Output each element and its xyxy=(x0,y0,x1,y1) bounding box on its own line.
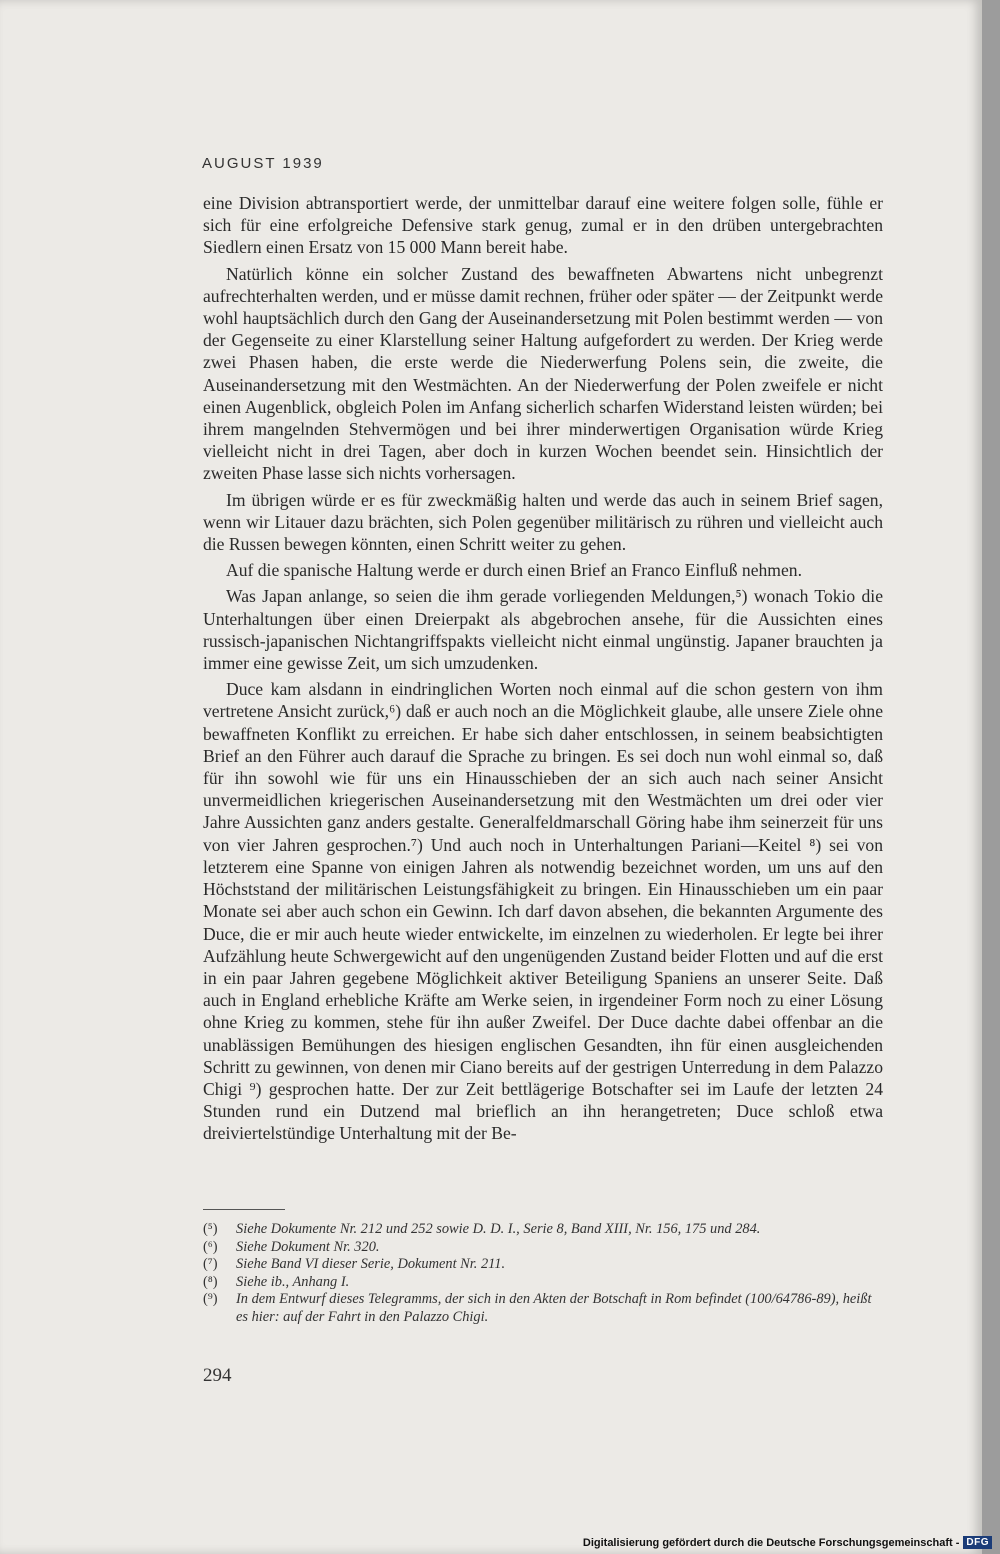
footnote xyxy=(203,1291,883,1326)
footnote xyxy=(203,1239,883,1257)
footnote xyxy=(203,1221,883,1239)
footnote-text: Siehe Band VI dieser Serie, Dokument Nr. 211. xyxy=(236,1256,506,1273)
footnote-mark: (⁷) xyxy=(203,1256,218,1273)
paragraph: eine Division abtransportiert werde, der unmittelbar darauf eine weitere folgen solle, fühle er sich für eine erfolgreiche Defensive stark genug, zumal er in den drüben untergebrachten Siedlern einen Ersatz von 15 000 Mann bereit habe. xyxy=(203,193,883,258)
footnote-mark: (⁸) xyxy=(203,1273,218,1290)
footnote-text: In dem Entwurf dieses Telegramms, der sich in den Akten der Botschaft in Rom befindet (100/64786-89), heißt es hier: auf der Fahrt in den Palazzo Chigi. xyxy=(236,1291,872,1325)
footnote-text: Siehe Dokument Nr. 320. xyxy=(236,1238,380,1255)
paragraph: Was Japan anlange, so seien die ihm gerade vorliegenden Meldungen,⁵) wonach Tokio die Unterhaltungen über einen Dreierpakt als abgebrochen ansehe, für die Aussichten eines russisch-japanischen Nichtangriffspakts vielleicht nicht einmal ungünstig. Japaner brauchten ja immer eine gewisse Zeit, um sich umzudenken. xyxy=(203,586,883,674)
credit-text: Digitalisierung gefördert durch die Deutsche Forschungsgemeinschaft - xyxy=(582,1536,960,1549)
dfg-logo-icon: DFG xyxy=(963,1536,992,1549)
footnote-text: Siehe ib., Anhang I. xyxy=(236,1273,350,1290)
paragraph: Im übrigen würde er es für zweckmäßig halten und werde das auch in seinem Brief sagen, wenn wir Litauer dazu brächten, sich Polen gegenüber militärisch zu rühren und vielleicht auch die Russen bewegen könnten, einen Schritt weiter zu gehen. xyxy=(203,489,883,555)
footnote xyxy=(203,1274,883,1292)
footnote-mark: (⁹) xyxy=(203,1291,218,1308)
paragraph: Natürlich könne ein solcher Zustand des bewaffneten Abwartens nicht unbegrenzt aufrechterhalten werden, und er müsse damit rechnen, früher oder später — der Zeitpunkt werde wohl hauptsächlich durch den Gang der Auseinandersetzung mit Polen bestimmt werden — von der Gegenseite zu einer Klarstellung seiner Haltung aufgefordert zu werden. Der Krieg werde zwei Phasen haben, die erste werde die Niederwerfung Polens sein, die zweite, die Auseinandersetzung mit den Westmächten. An der Niederwerfung der Polen zweifele er nicht einen Augenblick, obgleich Polen im Anfang sicherlich scharfen Widerstand leisten würden; bei ihrem mangelnden Stehvermögen und bei ihrer minderwertigen Organisation würde Krieg vielleicht nicht in drei Tagen, aber doch in kurzen Wochen beendet sein. Hinsichtlich der zweiten Phase lasse sich nichts vorhersagen. xyxy=(203,263,883,484)
footnote-mark: (⁶) xyxy=(203,1238,218,1255)
footnote-text: Siehe Dokumente Nr. 212 und 252 sowie D. D. I., Serie 8, Band XIII, Nr. 156, 175 und 284. xyxy=(236,1221,761,1237)
footnote-mark: (⁵) xyxy=(203,1221,218,1237)
footnotes xyxy=(203,1221,883,1327)
paragraph: Auf die spanische Haltung werde er durch einen Brief an Franco Einfluß nehmen. xyxy=(226,560,802,581)
digitization-credit xyxy=(583,1536,992,1549)
running-header: AUGUST 1939 xyxy=(202,155,324,172)
body-text xyxy=(203,192,883,1145)
paragraph: Duce kam alsdann in eindringlichen Worten noch einmal auf die schon gestern von ihm vertretene Ansicht zurück,⁶) daß er auch noch an die Möglichkeit glaube, alle unsere Ziele ohne bewaffneten Konflikt zu erreichen. Er habe sich daher entschlossen, in seinem beabsichtigten Brief an den Führer auch darauf die Sprache zu bringen. Es sei doch nun wohl einmal so, daß für ihn sowohl wie für uns ein Hinausschieben der an sich auch nach seiner Ansicht unvermeidlichen kriegerischen Auseinandersetzung mit den Westmächten um drei oder vier Jahre Aussichten ganz anders gestalte. Generalfeldmarschall Göring habe ihm seinerzeit für uns von vier Jahren gesprochen.⁷) Und auch noch in Unterhaltungen Pariani—Keitel ⁸) sei von letzterem eine Spanne von einigen Jahren als notwendig bezeichnet worden, um uns auf den Höchststand der militärischen Leistungsfähigkeit zu bringen. Ein Hinausschieben um ein paar Monate sei aber auch schon ein Gewinn. Ich darf davon absehen, die bekannten Argumente des Duce, die er mir auch heute wieder entwickelte, im einzelnen zu wiederholen. Er legte bei ihrer Aufzählung heute Schwergewicht auf den ungenügenden Zustand beider Flotten und auf die erst in ein paar Jahren gegebene Möglichkeit aktiver Beteiligung Spaniens an unserer Seite. Daß auch in England erhebliche Kräfte am Werke seien, in irgendeiner Form noch zu einer Lösung ohne Krieg zu kommen, stehe für ihn außer Zweifel. Der Duce dachte dabei offenbar an die unablässigen Bemühungen des hiesigen englischen Gesandten, ihn für einen ausgleichenden Schritt zu gewinnen, von denen mir Ciano bereits auf der gestrigen Unterredung in dem Palazzo Chigi ⁹) gesprochen hatte. Der zur Zeit bettlägerige Botschafter sei im Laufe der letzten 24 Stunden rund ein Dutzend mal brieflich an ihn herangetreten; Duce schloß etwa dreiviertelstündige Unterhaltung mit der Be- xyxy=(203,679,883,1144)
page-number: 294 xyxy=(203,1365,232,1386)
footnote-divider xyxy=(203,1209,285,1210)
footnote xyxy=(203,1256,883,1274)
